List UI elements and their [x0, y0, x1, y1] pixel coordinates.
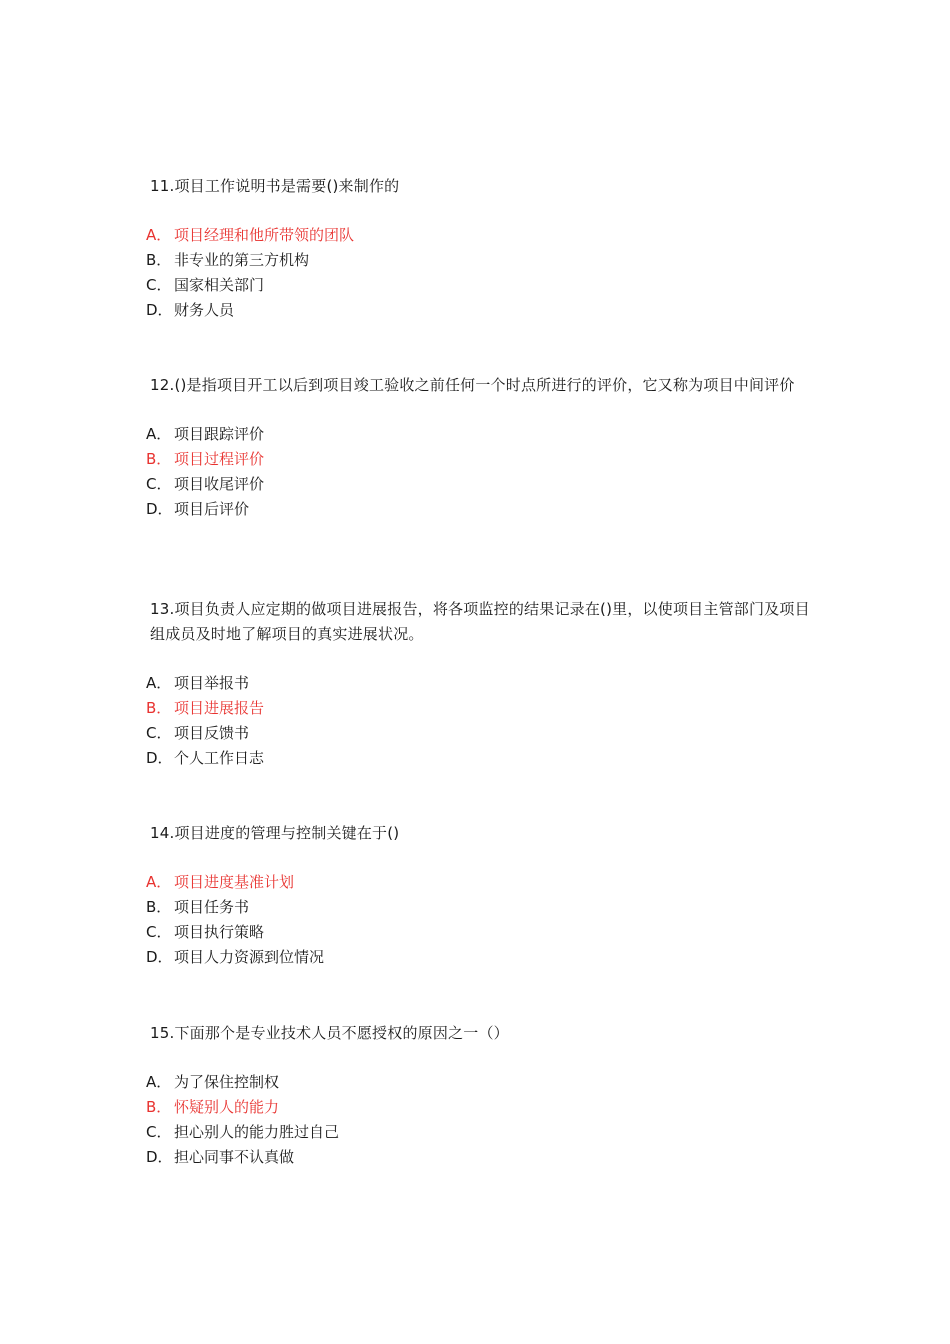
option-a — [146, 223, 816, 248]
option-letter: A． — [146, 1073, 172, 1091]
option-text: 个人工作日志 — [174, 749, 265, 767]
option-letter: A． — [146, 674, 172, 692]
option-letter: B． — [146, 251, 172, 269]
option-text: 项目收尾评价 — [174, 475, 265, 493]
option-letter: D． — [146, 1148, 173, 1166]
option-a — [146, 1070, 816, 1095]
option-letter: C． — [146, 923, 172, 941]
option-letter: C． — [146, 276, 172, 294]
option-text: 项目任务书 — [174, 898, 250, 916]
option-text: 财务人员 — [174, 301, 235, 319]
option-text: 担心别人的能力胜过自己 — [174, 1123, 340, 1141]
option-text: 项目进展报告 — [174, 699, 265, 717]
option-letter: D． — [146, 500, 173, 518]
option-list — [146, 1070, 816, 1170]
option-c — [146, 472, 816, 497]
option-b — [146, 696, 816, 721]
option-letter: D． — [146, 948, 173, 966]
option-c — [146, 920, 816, 945]
option-letter: A． — [146, 226, 172, 244]
option-c — [146, 273, 816, 298]
question-12 — [146, 373, 816, 522]
question-14 — [146, 821, 816, 970]
question-text: 11.项目工作说明书是需要()来制作的 — [150, 177, 400, 195]
option-text: 项目人力资源到位情况 — [174, 948, 325, 966]
option-letter: A． — [146, 873, 172, 891]
question-13 — [146, 597, 816, 771]
option-text: 项目后评价 — [174, 500, 250, 518]
option-text: 为了保住控制权 — [174, 1073, 280, 1091]
option-letter: C． — [146, 724, 172, 742]
option-list — [146, 422, 816, 522]
option-text: 项目执行策略 — [174, 923, 265, 941]
option-letter: D． — [146, 749, 173, 767]
question-text: 12.()是指项目开工以后到项目竣工验收之前任何一个时点所进行的评价，它又称为项目中间评价 — [150, 376, 795, 394]
option-text: 担心同事不认真做 — [174, 1148, 295, 1166]
option-a — [146, 870, 816, 895]
question-text: 14.项目进度的管理与控制关键在于() — [150, 824, 400, 842]
option-list — [146, 870, 816, 970]
option-text: 项目跟踪评价 — [174, 425, 265, 443]
option-text: 怀疑别人的能力 — [174, 1098, 280, 1116]
option-text: 项目举报书 — [174, 674, 250, 692]
option-letter: B． — [146, 450, 172, 468]
option-text: 项目经理和他所带领的团队 — [174, 226, 355, 244]
option-text: 国家相关部门 — [174, 276, 265, 294]
question-text: 13.项目负责人应定期的做项目进展报告，将各项监控的结果记录在()里，以使项目主管部门及项目组成员及时地了解项目的真实进展状况。 — [150, 600, 810, 643]
question-11 — [146, 174, 816, 323]
option-letter: C． — [146, 475, 172, 493]
option-text: 非专业的第三方机构 — [174, 251, 310, 269]
option-letter: B． — [146, 699, 172, 717]
option-text: 项目进度基准计划 — [174, 873, 295, 891]
option-b — [146, 447, 816, 472]
option-b — [146, 895, 816, 920]
option-letter: C． — [146, 1123, 172, 1141]
option-list — [146, 223, 816, 323]
option-b — [146, 1095, 816, 1120]
option-d — [146, 945, 816, 970]
option-d — [146, 746, 816, 771]
option-b — [146, 248, 816, 273]
option-letter: A． — [146, 425, 172, 443]
option-c — [146, 721, 816, 746]
option-text: 项目过程评价 — [174, 450, 265, 468]
option-c — [146, 1120, 816, 1145]
question-text: 15.下面那个是专业技术人员不愿授权的原因之一（） — [150, 1024, 509, 1042]
question-15 — [146, 1021, 816, 1170]
option-d — [146, 497, 816, 522]
option-d — [146, 298, 816, 323]
option-letter: B． — [146, 1098, 172, 1116]
option-list — [146, 671, 816, 771]
option-letter: B． — [146, 898, 172, 916]
option-d — [146, 1145, 816, 1170]
option-a — [146, 422, 816, 447]
option-a — [146, 671, 816, 696]
option-text: 项目反馈书 — [174, 724, 250, 742]
option-letter: D． — [146, 301, 173, 319]
